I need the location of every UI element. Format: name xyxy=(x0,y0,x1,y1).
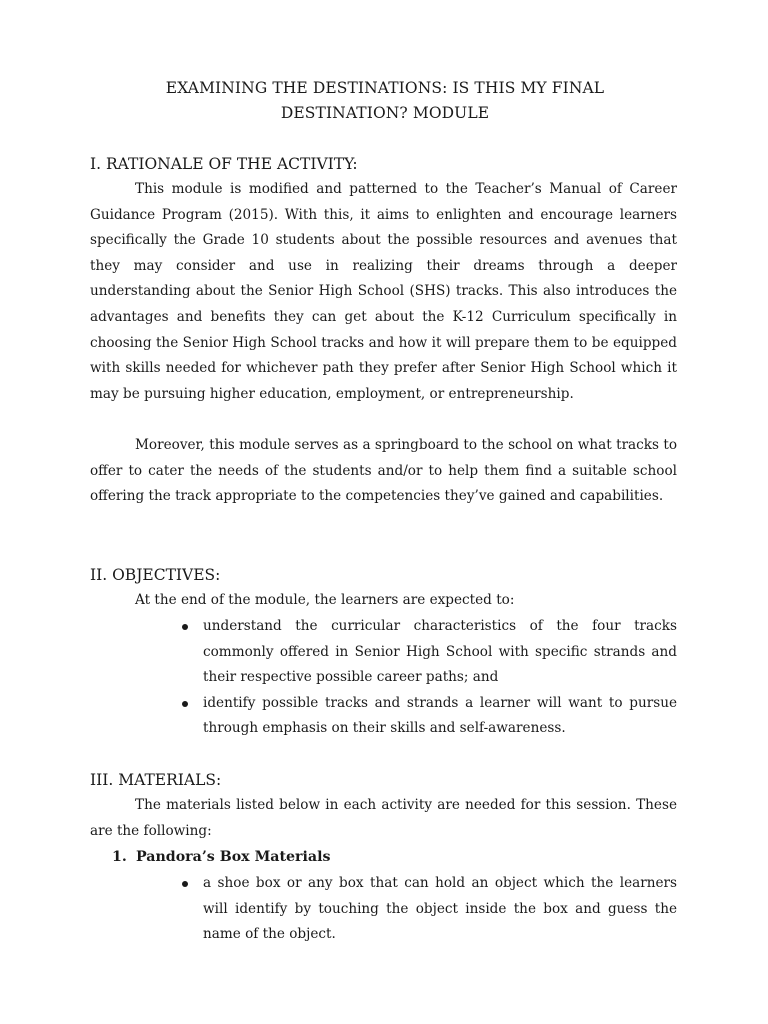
materials-heading: III. MATERIALS: xyxy=(90,771,222,789)
materials-subsection-title xyxy=(112,845,330,870)
list-item xyxy=(0,614,677,691)
material-text-1: a shoe box or any box that can hold an object which the learners will identify by touching the object inside the box and guess the name of the object. xyxy=(203,875,677,943)
rationale-paragraph-2: Moreover, this module serves as a springboard to the school on what tracks to offer to cater the needs of the students and/or to help them find a suitable school offering the track appropriate to the competencies they’ve gained and capabilities. xyxy=(90,437,677,505)
list-item xyxy=(0,691,677,742)
bullet-dot-icon xyxy=(182,701,188,707)
materials-paragraph: The materials listed below in each activity are needed for this session. These are the following: xyxy=(90,797,677,839)
objectives-intro: At the end of the module, the learners are expected to: xyxy=(135,592,515,608)
objective-text-2: identify possible tracks and strands a learner will want to pursue through emphasis on their skills and self-awareness. xyxy=(203,694,677,737)
document-title xyxy=(90,76,680,126)
bullet-dot-icon xyxy=(182,881,188,887)
subsection-title-text: Pandora’s Box Materials xyxy=(136,849,331,865)
rationale-heading: I. RATIONALE OF THE ACTIVITY: xyxy=(90,155,358,173)
list-item xyxy=(0,871,677,948)
objectives-list xyxy=(0,614,768,742)
title-line-1: EXAMINING THE DESTINATIONS: IS THIS MY FINAL xyxy=(165,79,605,97)
title-line-2: DESTINATION? MODULE xyxy=(280,104,490,122)
objectives-heading: II. OBJECTIVES: xyxy=(90,566,221,584)
materials-list xyxy=(0,871,768,948)
objective-text-1: understand the curricular characteristics of the four tracks commonly offered in Senior High School with specific strands and their respective possible career paths; and xyxy=(203,618,677,686)
subsection-number: 1. xyxy=(112,849,127,865)
rationale-paragraph-1: This module is modified and patterned to the Teacher’s Manual of Career Guidance Program (2015). With this, it aims to enlighten and encourage learners specifically the Grade 10 students about the possible resources and avenues that they may consider and use in realizing their dreams through a deeper understanding about the Senior High School (SHS) tracks. This also introduces the advantages and benefits they can get about the K-12 Curriculum specifically in choosing the Senior High School tracks and how it will prepare them to be equipped with skills needed for whichever path they prefer after Senior High School which it may be pursuing higher education, employment, or entrepreneurship. xyxy=(90,181,677,402)
bullet-dot-icon xyxy=(182,624,188,630)
